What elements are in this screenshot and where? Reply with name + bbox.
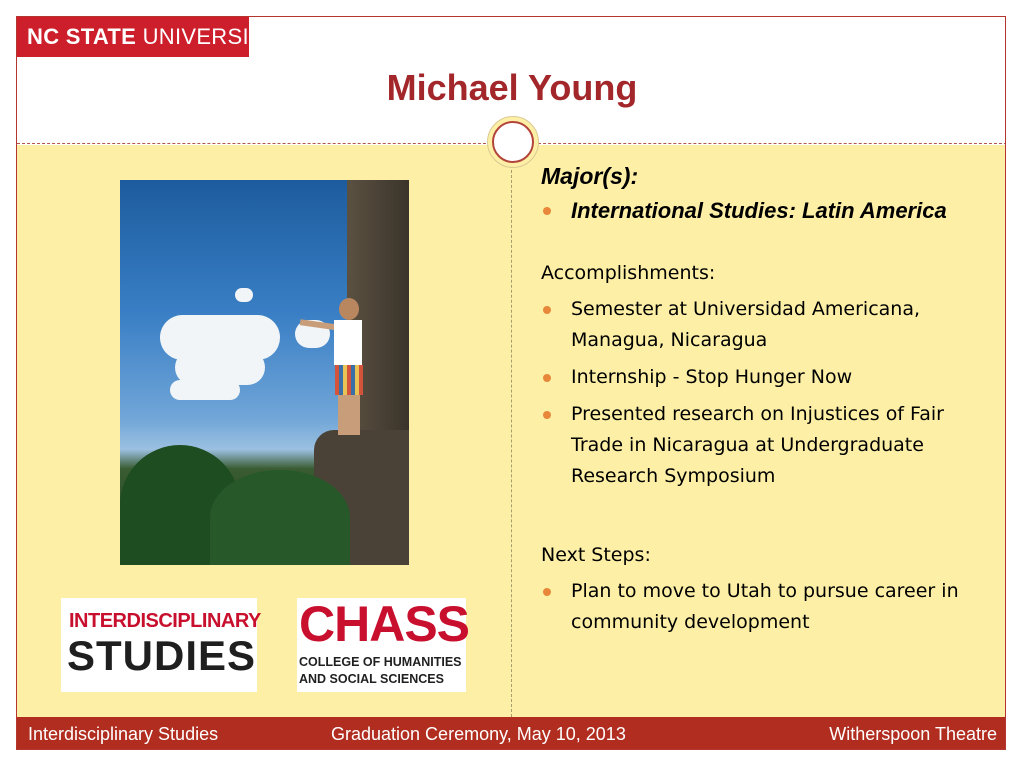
logo-light-text: UNIVERSITY bbox=[142, 24, 278, 49]
footer-right: Witherspoon Theatre bbox=[829, 724, 997, 744]
person-head-shape bbox=[339, 298, 359, 320]
interdisciplinary-studies-logo bbox=[61, 598, 261, 692]
footer-left: Interdisciplinary Studies bbox=[28, 724, 219, 744]
next-step-item: Plan to move to Utah to pursue career in community development bbox=[541, 576, 991, 638]
major-heading: Major(s): bbox=[541, 163, 639, 189]
person-shirt-shape bbox=[334, 320, 362, 365]
circle-ornament bbox=[487, 116, 539, 168]
accomplishment-item: Internship - Stop Hunger Now bbox=[541, 362, 991, 393]
footer-center: Graduation Ceremony, May 10, 2013 bbox=[331, 724, 626, 744]
cloud-shape bbox=[235, 288, 253, 302]
ncstate-logo bbox=[17, 17, 278, 57]
chass-logo-small bbox=[299, 654, 462, 688]
major-list bbox=[541, 196, 991, 226]
foliage-shape bbox=[210, 470, 350, 565]
column-divider bbox=[511, 145, 512, 717]
interdisciplinary-logo-top: INTERDISCIPLINARY bbox=[69, 610, 261, 632]
person-shorts-shape bbox=[335, 365, 363, 395]
major-item: International Studies: Latin America bbox=[541, 196, 991, 226]
slide bbox=[16, 16, 1006, 750]
next-steps-heading: Next Steps: bbox=[541, 544, 651, 566]
circle-ornament-inner bbox=[492, 121, 534, 163]
accomplishments-list bbox=[541, 294, 991, 492]
chass-logo-big: CHASS bbox=[299, 596, 470, 652]
content-panel bbox=[17, 145, 1006, 717]
accomplishment-item: Semester at Universidad Americana, Managua, Nicaragua bbox=[541, 294, 991, 356]
page-title: Michael Young bbox=[386, 67, 638, 108]
student-photo bbox=[120, 180, 409, 565]
accomplishment-item: Presented research on Injustices of Fair Trade in Nicaragua at Undergraduate Research Symposium bbox=[541, 399, 991, 492]
cloud-shape bbox=[170, 380, 240, 400]
details-column bbox=[541, 163, 991, 644]
accomplishments-heading: Accomplishments: bbox=[541, 262, 716, 284]
next-steps-list bbox=[541, 576, 991, 638]
person-legs-shape bbox=[338, 395, 360, 435]
chass-logo-line2: AND SOCIAL SCIENCES bbox=[299, 672, 444, 686]
chass-logo-line1: COLLEGE OF HUMANITIES bbox=[299, 655, 462, 669]
logo-bold-text: NC STATE bbox=[27, 24, 137, 49]
chass-logo bbox=[297, 596, 470, 692]
footer-bar bbox=[17, 717, 1006, 750]
interdisciplinary-logo-bottom: STUDIES bbox=[67, 632, 257, 679]
